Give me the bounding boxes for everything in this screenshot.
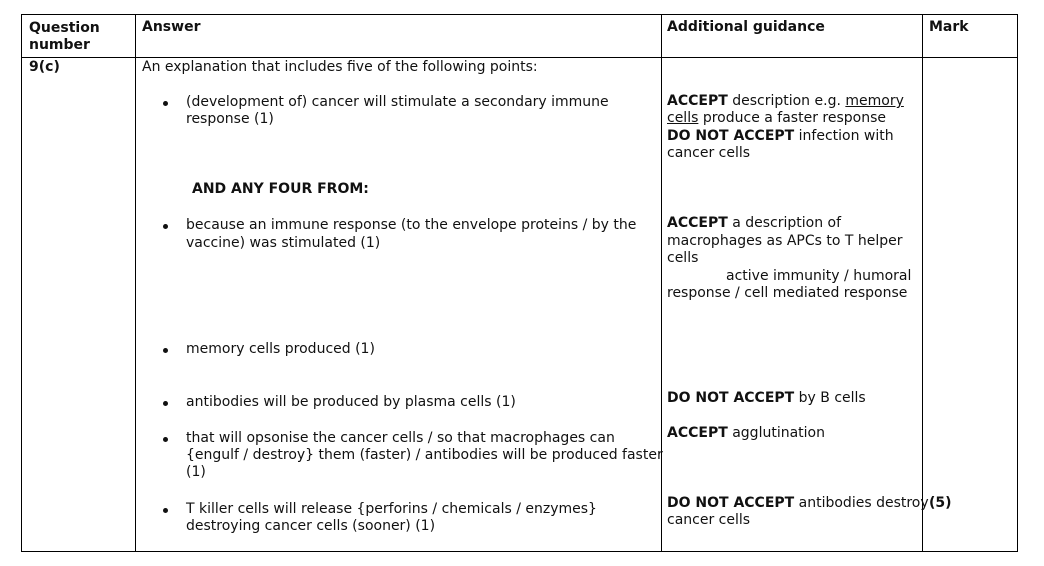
guidance-6-line2: cancer cells — [667, 512, 751, 528]
answer-point-5-line1: that will opsonise the cancer cells / so that macrophages can — [186, 430, 615, 446]
bullet-3 — [163, 348, 168, 353]
column-divider-2 — [661, 15, 662, 551]
answer-intro: An explanation that includes five of the following points: — [142, 59, 538, 75]
guidance-5: ACCEPT agglutination — [667, 425, 825, 441]
answer-point-5-line3: (1) — [186, 464, 206, 480]
answer-point-6-line1: T killer cells will release {perforins / chemicals / enzymes} — [186, 501, 597, 517]
answer-point-1-line2: response (1) — [186, 111, 274, 127]
column-divider-3 — [922, 15, 923, 551]
guidance-1-line4: cancer cells — [667, 145, 751, 161]
guidance-4: DO NOT ACCEPT by B cells — [667, 390, 866, 406]
guidance-6-line1: DO NOT ACCEPT antibodies destroy — [667, 495, 929, 511]
and-any-four-heading: AND ANY FOUR FROM: — [192, 181, 369, 197]
answer-point-1-line1: (development of) cancer will stimulate a secondary immune — [186, 94, 609, 110]
header-divider — [22, 57, 1017, 58]
header-question-number-line1: Question — [29, 20, 100, 36]
answer-point-2-line2: vaccine) was stimulated (1) — [186, 235, 381, 251]
mark-value: (5) — [929, 495, 952, 511]
guidance-2-line5: response / cell mediated response — [667, 285, 908, 301]
guidance-2-line2: macrophages as APCs to T helper — [667, 233, 903, 249]
bullet-2 — [163, 224, 168, 229]
answer-point-4: antibodies will be produced by plasma cells (1) — [186, 394, 516, 410]
guidance-2-line1: ACCEPT a description of — [667, 215, 842, 231]
bullet-1 — [163, 101, 168, 106]
guidance-1-line1: ACCEPT description e.g. memory — [667, 93, 904, 109]
bullet-5 — [163, 437, 168, 442]
question-number: 9(c) — [29, 59, 60, 75]
header-mark: Mark — [929, 19, 969, 35]
answer-point-5-line2: {engulf / destroy} them (faster) / antibodies will be produced faster — [186, 447, 663, 463]
column-divider-1 — [135, 15, 136, 551]
guidance-2-line3: cells — [667, 250, 699, 266]
answer-point-2-line1: because an immune response (to the envelope proteins / by the — [186, 217, 637, 233]
guidance-2-line4: active immunity / humoral — [726, 268, 912, 284]
guidance-1-line2: cells produce a faster response — [667, 110, 886, 126]
header-additional-guidance: Additional guidance — [667, 19, 825, 35]
header-question-number-line2: number — [29, 37, 90, 53]
bullet-4 — [163, 401, 168, 406]
bullet-6 — [163, 508, 168, 513]
guidance-1-line3: DO NOT ACCEPT infection with — [667, 128, 894, 144]
answer-point-3: memory cells produced (1) — [186, 341, 375, 357]
answer-point-6-line2: destroying cancer cells (sooner) (1) — [186, 518, 436, 534]
header-answer: Answer — [142, 19, 201, 35]
